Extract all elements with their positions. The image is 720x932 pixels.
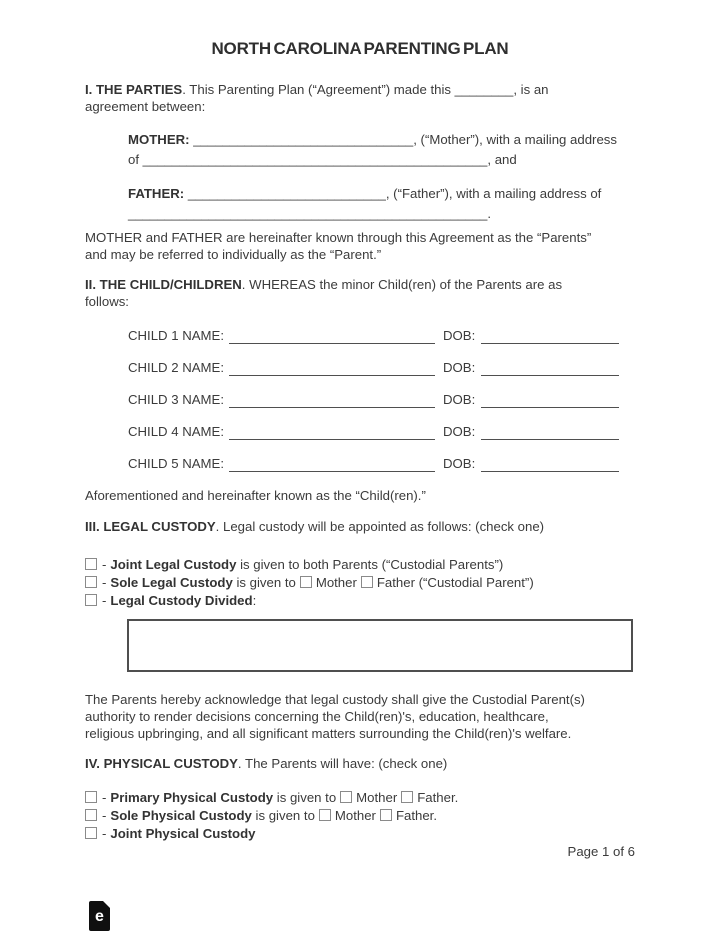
legal-custody-divided-writein-box[interactable]	[127, 619, 633, 672]
option-primary-physical-custody	[85, 789, 635, 807]
primary-physical-custody-label: Primary Physical Custody	[110, 790, 274, 805]
child-1-dob-label: DOB:	[443, 328, 476, 343]
option-dash: -	[102, 593, 107, 608]
checkbox-primary-physical-father[interactable]	[401, 791, 413, 803]
child-2-dob-field[interactable]	[481, 361, 619, 376]
physical-custody-options	[85, 789, 635, 843]
children-intro-line2: follows:	[85, 294, 129, 309]
option-joint-legal-custody	[85, 556, 635, 574]
child-row-4	[128, 423, 635, 440]
father-clause	[128, 184, 635, 224]
child-3-name-field[interactable]	[229, 393, 435, 408]
mother-label: MOTHER:	[128, 132, 194, 147]
acknowledgement-line2: authority to render decisions concerning the Child(ren)'s, education, healthcare,	[85, 709, 549, 724]
page-title: NORTH CAROLINA PARENTING PLAN	[211, 39, 509, 58]
legal-custody-acknowledgement	[85, 691, 635, 742]
sole-legal-custody-text: is given to	[232, 575, 296, 590]
parties-heading: I. THE PARTIES	[85, 82, 183, 97]
child-3-name-label: CHILD 3 NAME:	[128, 392, 224, 407]
sole-physical-father-label: Father.	[395, 808, 438, 823]
father-label: FATHER:	[128, 186, 188, 201]
child-2-name-field[interactable]	[229, 361, 435, 376]
checkbox-sole-physical-father[interactable]	[380, 809, 392, 821]
page-number: Page 1 of 6	[567, 844, 635, 859]
primary-physical-father-label: Father.	[417, 790, 459, 805]
child-1-name-field[interactable]	[229, 329, 435, 344]
option-sole-legal-custody	[85, 574, 635, 592]
checkbox-sole-legal-mother[interactable]	[300, 576, 312, 588]
parties-intro-text: . This Parenting Plan (“Agreement”) made this	[182, 82, 455, 97]
legal-custody-intro	[85, 518, 635, 535]
primary-physical-custody-text: is given to	[273, 790, 337, 805]
parents-designation-line1: MOTHER and FATHER are hereinafter known through this Agreement as the “Parents”	[85, 230, 592, 245]
parents-designation-line2: and may be referred to individually as the “Parent.”	[85, 247, 382, 262]
child-5-dob-field[interactable]	[481, 457, 619, 472]
joint-legal-custody-label: Joint Legal Custody	[110, 557, 237, 572]
legal-custody-divided-text: :	[252, 593, 257, 608]
children-list	[128, 327, 635, 472]
physical-custody-heading: IV. PHYSICAL CUSTODY	[85, 756, 238, 771]
child-2-name-label: CHILD 2 NAME:	[128, 360, 224, 375]
sole-physical-mother-label: Mother	[334, 808, 376, 823]
option-dash: -	[102, 808, 107, 823]
joint-physical-custody-label: Joint Physical Custody	[110, 826, 256, 841]
checkbox-sole-physical-custody[interactable]	[85, 809, 97, 821]
child-4-dob-label: DOB:	[443, 424, 476, 439]
checkbox-primary-physical-mother[interactable]	[340, 791, 352, 803]
option-legal-custody-divided	[85, 592, 635, 610]
parents-designation	[85, 229, 635, 263]
legal-custody-options	[85, 556, 635, 610]
father-name-field[interactable]: ___________________________	[187, 186, 386, 201]
mother-clause-text: , (“Mother”), with a mailing address	[413, 132, 617, 147]
father-address-field[interactable]: _________________________________________________	[128, 206, 488, 221]
logo-letter: e	[95, 908, 104, 925]
option-dash: -	[102, 575, 107, 590]
option-joint-physical-custody	[85, 825, 635, 843]
father-clause-suffix: .	[487, 206, 492, 221]
child-1-name-label: CHILD 1 NAME:	[128, 328, 224, 343]
child-3-dob-field[interactable]	[481, 393, 619, 408]
checkbox-joint-physical-custody[interactable]	[85, 827, 97, 839]
child-2-dob-label: DOB:	[443, 360, 476, 375]
physical-custody-intro-text: . The Parents will have: (check one)	[237, 756, 448, 771]
checkbox-primary-physical-custody[interactable]	[85, 791, 97, 803]
checkbox-joint-legal-custody[interactable]	[85, 558, 97, 570]
father-clause-text: , (“Father”), with a mailing address of	[385, 186, 602, 201]
child-1-dob-field[interactable]	[481, 329, 619, 344]
parties-intro	[85, 81, 635, 115]
primary-physical-mother-label: Mother	[356, 790, 398, 805]
child-5-dob-label: DOB:	[443, 456, 476, 471]
legal-custody-intro-text: . Legal custody will be appointed as follows: (check one)	[215, 519, 545, 534]
child-3-dob-label: DOB:	[443, 392, 476, 407]
option-dash: -	[102, 790, 107, 805]
agreement-date-field[interactable]: ________	[454, 82, 514, 97]
sole-legal-father-label: Father (“Custodial Parent”)	[376, 575, 534, 590]
children-intro	[85, 276, 635, 310]
sole-physical-custody-label: Sole Physical Custody	[110, 808, 252, 823]
mother-clause-suffix: , and	[487, 152, 517, 167]
checkbox-sole-legal-custody[interactable]	[85, 576, 97, 588]
parties-intro-text-after: , is an	[513, 82, 549, 97]
legal-custody-heading: III. LEGAL CUSTODY	[85, 519, 216, 534]
children-intro-text: . WHEREAS the minor Child(ren) of the Parents are as	[241, 277, 563, 292]
acknowledgement-line1: The Parents hereby acknowledge that legal custody shall give the Custodial Parent(s)	[85, 692, 585, 707]
child-4-name-label: CHILD 4 NAME:	[128, 424, 224, 439]
folded-corner-icon	[103, 901, 110, 908]
child-5-name-label: CHILD 5 NAME:	[128, 456, 224, 471]
eforms-logo-icon	[89, 901, 110, 931]
joint-legal-custody-text: is given to both Parents (“Custodial Parents”)	[236, 557, 504, 572]
child-row-3	[128, 391, 635, 408]
physical-custody-intro	[85, 755, 635, 772]
sole-physical-custody-text: is given to	[251, 808, 315, 823]
checkbox-sole-physical-mother[interactable]	[319, 809, 331, 821]
child-row-2	[128, 359, 635, 376]
legal-custody-divided-label: Legal Custody Divided	[110, 593, 253, 608]
mother-address-prefix: of	[128, 152, 143, 167]
child-5-name-field[interactable]	[229, 457, 435, 472]
checkbox-legal-custody-divided[interactable]	[85, 594, 97, 606]
mother-name-field[interactable]: ______________________________	[193, 132, 414, 147]
child-4-name-field[interactable]	[229, 425, 435, 440]
option-sole-physical-custody	[85, 807, 635, 825]
option-dash: -	[102, 826, 107, 841]
mother-address-field[interactable]: _______________________________________________	[142, 152, 488, 167]
parties-intro-line2: agreement between:	[85, 99, 206, 114]
checkbox-sole-legal-father[interactable]	[361, 576, 373, 588]
child-row-5	[128, 455, 635, 472]
mother-clause	[128, 130, 635, 170]
children-heading: II. THE CHILD/CHILDREN	[85, 277, 242, 292]
option-dash: -	[102, 557, 107, 572]
child-4-dob-field[interactable]	[481, 425, 619, 440]
child-row-1	[128, 327, 635, 344]
acknowledgement-line3: religious upbringing, and all significant matters surrounding the Child(ren)'s welfare.	[85, 726, 572, 741]
sole-legal-mother-label: Mother	[315, 575, 357, 590]
sole-legal-custody-label: Sole Legal Custody	[110, 575, 233, 590]
children-outro: Aforementioned and hereinafter known as the “Child(ren).”	[85, 488, 426, 503]
